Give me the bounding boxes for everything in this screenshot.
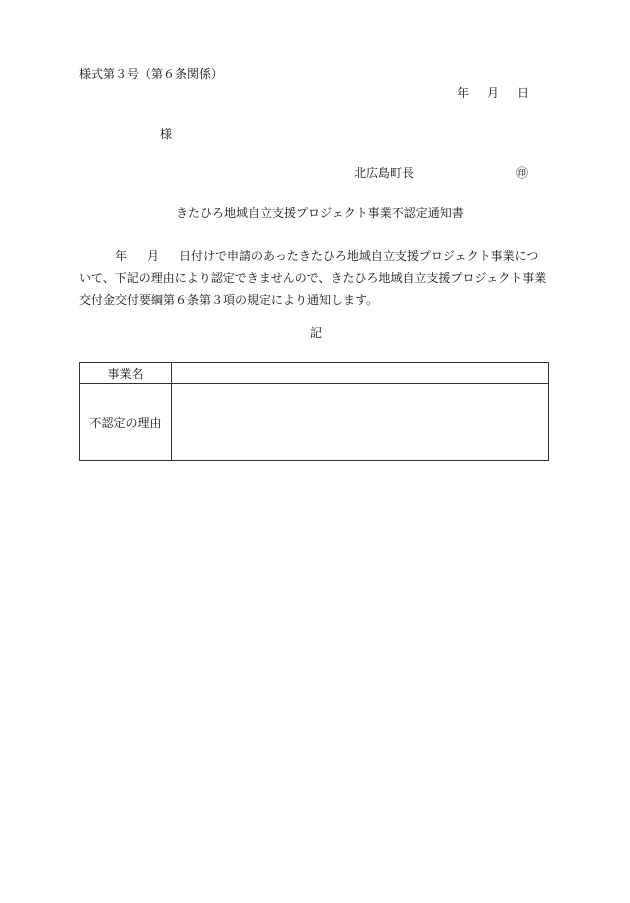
body-text: 日付けで申請のあったきたひろ地域自立支援プロジェクト事業について、下記の理由により認定できませんので、きたひろ地域自立支援プロジェクト事業交付金交付要綱第６条第３項の規定により通知します。 xyxy=(79,249,547,307)
issuer-name: 北広島町長 xyxy=(354,166,415,180)
date-day: 日 xyxy=(517,86,530,100)
date-month: 月 xyxy=(487,86,500,100)
date-line xyxy=(457,87,529,99)
ki-marker: 記 xyxy=(310,326,323,340)
project-name-value xyxy=(172,363,549,384)
reason-label: 不認定の理由 xyxy=(80,384,172,461)
table-row xyxy=(80,384,549,461)
reason-table xyxy=(79,362,549,461)
body-paragraph xyxy=(79,245,550,311)
body-year: 年 xyxy=(115,249,128,263)
date-year: 年 xyxy=(457,86,470,100)
body-month: 月 xyxy=(147,249,160,263)
document-title: きたひろ地域自立支援プロジェクト事業不認定通知書 xyxy=(176,206,464,220)
addressee-suffix: 様 xyxy=(160,127,173,141)
reason-value xyxy=(172,384,549,461)
seal-mark: ㊞ xyxy=(516,166,529,180)
project-name-label: 事業名 xyxy=(80,363,172,384)
table-row xyxy=(80,363,549,384)
form-number: 様式第３号（第６条関係） xyxy=(79,67,224,81)
